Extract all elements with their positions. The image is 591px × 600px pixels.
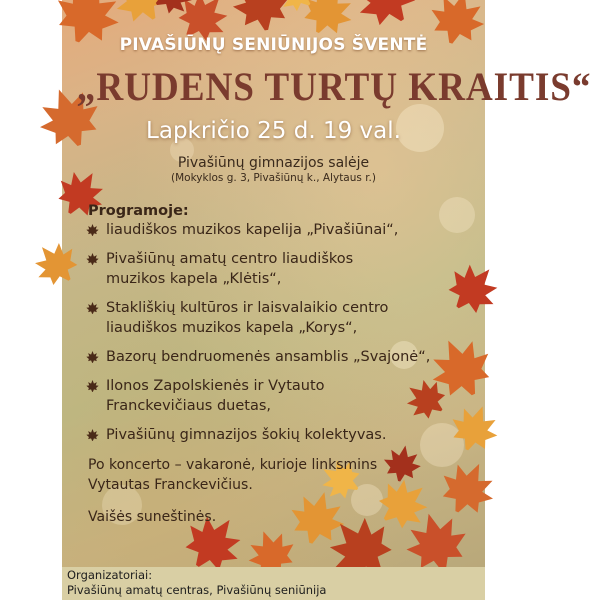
event-subtitle: PIVAŠIŪNŲ SENIŪNIJOS ŠVENTĖ bbox=[119, 35, 428, 55]
organizers-names: Pivašiūnų amatų centras, Pivašiūnų seniūnija bbox=[67, 583, 327, 597]
maple-leaf-icon bbox=[86, 302, 99, 315]
maple-leaf-icon bbox=[86, 224, 99, 237]
event-date-time: Lapkričio 25 d. 19 val. bbox=[146, 118, 401, 144]
program-item-text: Bazorų bendruomenės ansamblis „Svajonė“, bbox=[106, 349, 431, 365]
refreshments-note: Vaišės suneštinės. bbox=[88, 509, 217, 525]
maple-leaf-icon bbox=[86, 380, 99, 393]
program-item-text: Ilonos Zapolskienės ir Vytauto Franckevičiaus duetas, bbox=[106, 378, 325, 414]
event-title: „RUDENS TURTŲ KRAITIS“ bbox=[76, 64, 591, 109]
program-heading: Programoje: bbox=[88, 203, 189, 219]
program-list bbox=[84, 220, 484, 454]
maple-leaf-icon bbox=[86, 351, 99, 364]
after-concert-note: Po koncerto – vakaronė, kurioje linksmins Vytautas Franckevičius. bbox=[88, 457, 378, 493]
maple-leaf-icon bbox=[86, 253, 99, 266]
notes-block bbox=[88, 455, 377, 527]
program-item bbox=[84, 249, 484, 289]
organizers-footer bbox=[62, 567, 485, 600]
event-venue: Pivašiūnų gimnazijos salėje bbox=[177, 155, 370, 171]
event-poster bbox=[62, 0, 591, 567]
program-item-text: Pivašiūnų amatų centro liaudiškos muzikos kapela „Klėtis“, bbox=[106, 251, 354, 287]
program-item-text: Stakliškių kultūros ir laisvalaikio centro liaudiškos muzikos kapela „Korys“, bbox=[106, 300, 389, 336]
program-item-text: Pivašiūnų gimnazijos šokių kolektyvas. bbox=[106, 427, 387, 443]
program-item bbox=[84, 376, 484, 416]
organizers-label: Organizatoriai: bbox=[67, 568, 153, 582]
maple-leaf-icon bbox=[86, 429, 99, 442]
program-item bbox=[84, 425, 484, 445]
program-item-text: liaudiškos muzikos kapelija „Pivašiūnai“, bbox=[106, 222, 399, 238]
program-item bbox=[84, 298, 484, 338]
event-address: (Mokyklos g. 3, Pivašiūnų k., Alytaus r.) bbox=[171, 172, 376, 184]
program-item bbox=[84, 347, 484, 367]
program-item bbox=[84, 220, 484, 240]
